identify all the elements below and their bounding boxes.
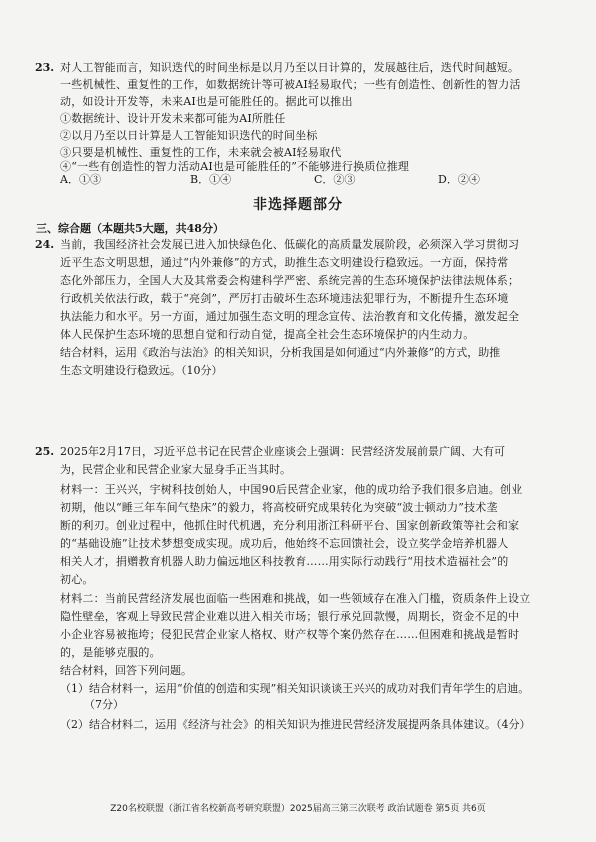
q25-material1-line-4: 的“基础设施”让技术梦想变成实现。成功后，他始终不忘回馈社会，设立奖学金培养机器人 bbox=[60, 537, 509, 550]
q25-material1-line-5: 相关人才，捐赠教育机器人助力偏远地区科技教育……用实际行动践行“用技术造福社会”的 bbox=[60, 555, 509, 568]
section-title: 非选择题部分 bbox=[253, 197, 343, 213]
q24-prompt-line-1: 结合材料，运用《政治与法治》的相关知识，分析我国是如何通过“内外兼修”的方式，助推 bbox=[60, 346, 501, 359]
q25-material2-line-1: 材料二：当前民营经济发展也面临一些困难和挑战，如一些领域存在准入门槛，资质条件上设立 bbox=[60, 592, 531, 605]
q24-text-line-3: 态化外部压力，全国人大及其常委会构建科学严密、系统完善的生态环境保护法律法规体系； bbox=[60, 274, 520, 287]
part3-header: 三、综合题（本题共5大题，共48分） bbox=[36, 222, 224, 235]
q25-material1-line-3: 断的利刃。创业过程中，他抓住时代机遇，充分利用浙江科研平台、国家创新政策等社会和家 bbox=[60, 519, 520, 532]
q23-statement-4: ④“一些有创造性的智力活动AI也是可能胜任的”不能够进行换质位推理 bbox=[60, 160, 410, 173]
q24-text-line-5: 执法能力和水平。另一方面，通过加强生态文明的理念宣传、法治教育和文化传播，激发起全 bbox=[60, 310, 520, 323]
q25-intro-line-2: 为，民营企业和民营企业家大显身手正当其时。 bbox=[60, 463, 291, 476]
q23-statement-1: ①数据统计、设计开发未来都可能为AI所胜任 bbox=[60, 112, 286, 125]
q24-text-line-2: 近平生态文明思想，通过“内外兼修”的方式，助推生态文明建设行稳致远。一方面，保持常 bbox=[60, 256, 509, 269]
q25-number: 25. bbox=[35, 445, 55, 458]
q25-subq1-score: （7分） bbox=[84, 698, 124, 711]
q25-intro-line-1: 2025年2月17日，习近平总书记在民营企业座谈会上强调：民营经济发展前景广阔、大有可 bbox=[60, 445, 505, 458]
q24-text-line-1: 当前，我国经济社会发展已进入加快绿色化、低碳化的高质量发展阶段，必须深入学习贯彻习 bbox=[60, 238, 520, 251]
q24-number: 24. bbox=[35, 238, 55, 251]
q25-instruction: 结合材料，回答下列问题。 bbox=[60, 664, 192, 677]
q23-text-line-2: 一些机械性、重复性的工作，如数据统计等可被AI轻易取代；一些有创造性、创新性的智力活 bbox=[60, 78, 521, 91]
q24-prompt-line-2: 生态文明建设行稳致远。（10分） bbox=[60, 364, 223, 377]
q23-option-d: D．②④ bbox=[438, 173, 480, 186]
q25-material1-line-6: 初心。 bbox=[60, 573, 94, 586]
q25-material1-line-2: 初期，他以“睡三年车间气垫床”的毅力，将高校研究成果转化为突破“波士顿动力”技术垄 bbox=[60, 501, 498, 514]
q23-text-line-1: 对人工智能而言，知识迭代的时间坐标是以月乃至以日计算的，发展越往后，迭代时间越短。 bbox=[60, 61, 520, 74]
q24-text-line-6: 体人民保护生态环境的思想自觉和行动自觉，提高全社会生态环境保护的内生动力。 bbox=[60, 328, 475, 341]
q25-material2-line-3: 小企业容易被拖垮；侵犯民营企业家人格权、财产权等个案仍然存在……但困难和挑战是暂时 bbox=[60, 628, 520, 641]
q25-material2-line-2: 隐性壁垒，客观上导致民营企业难以进入相关市场；银行承兑回款慢，周期长，资金不足的中 bbox=[60, 610, 520, 623]
q24-text-line-4: 行政机关依法行政，载于“亮剑”，严厉打击破坏生态环境违法犯罪行为，不断提升生态环境 bbox=[60, 292, 509, 305]
q23-number: 23. bbox=[35, 61, 55, 74]
q25-material1-line-1: 材料一：王兴兴，宇树科技创始人，中国90后民营企业家，他的成功给予我们很多启迪。创业 bbox=[60, 483, 523, 496]
q23-text-line-3: 动，如设计开发等，未来AI也是可能胜任的。据此可以推出 bbox=[60, 95, 353, 108]
q23-option-c: C．②③ bbox=[314, 173, 356, 186]
q23-statement-3: ③只要是机械性、重复性的工作，未来就会被AI轻易取代 bbox=[60, 146, 342, 159]
q25-material2-line-4: 的，是能够克服的。 bbox=[60, 646, 161, 659]
q23-statement-2: ②以月乃至以日计算是人工智能知识迭代的时间坐标 bbox=[60, 129, 318, 142]
q25-subq1: （1）结合材料一，运用“价值的创造和实现”相关知识谈谈王兴兴的成功对我们青年学生的启迪。 bbox=[60, 682, 530, 695]
page-footer: Z20名校联盟（浙江省名校新高考研究联盟）2025届高三第三次联考 政治试题卷 第5页 共6页 bbox=[110, 804, 486, 814]
q25-subq2: （2）结合材料二，运用《经济与社会》的相关知识为推进民营经济发展提两条具体建议。（4分） bbox=[60, 718, 531, 731]
q23-option-a: A．①③ bbox=[60, 173, 101, 186]
q23-option-b: B．①④ bbox=[190, 173, 232, 186]
